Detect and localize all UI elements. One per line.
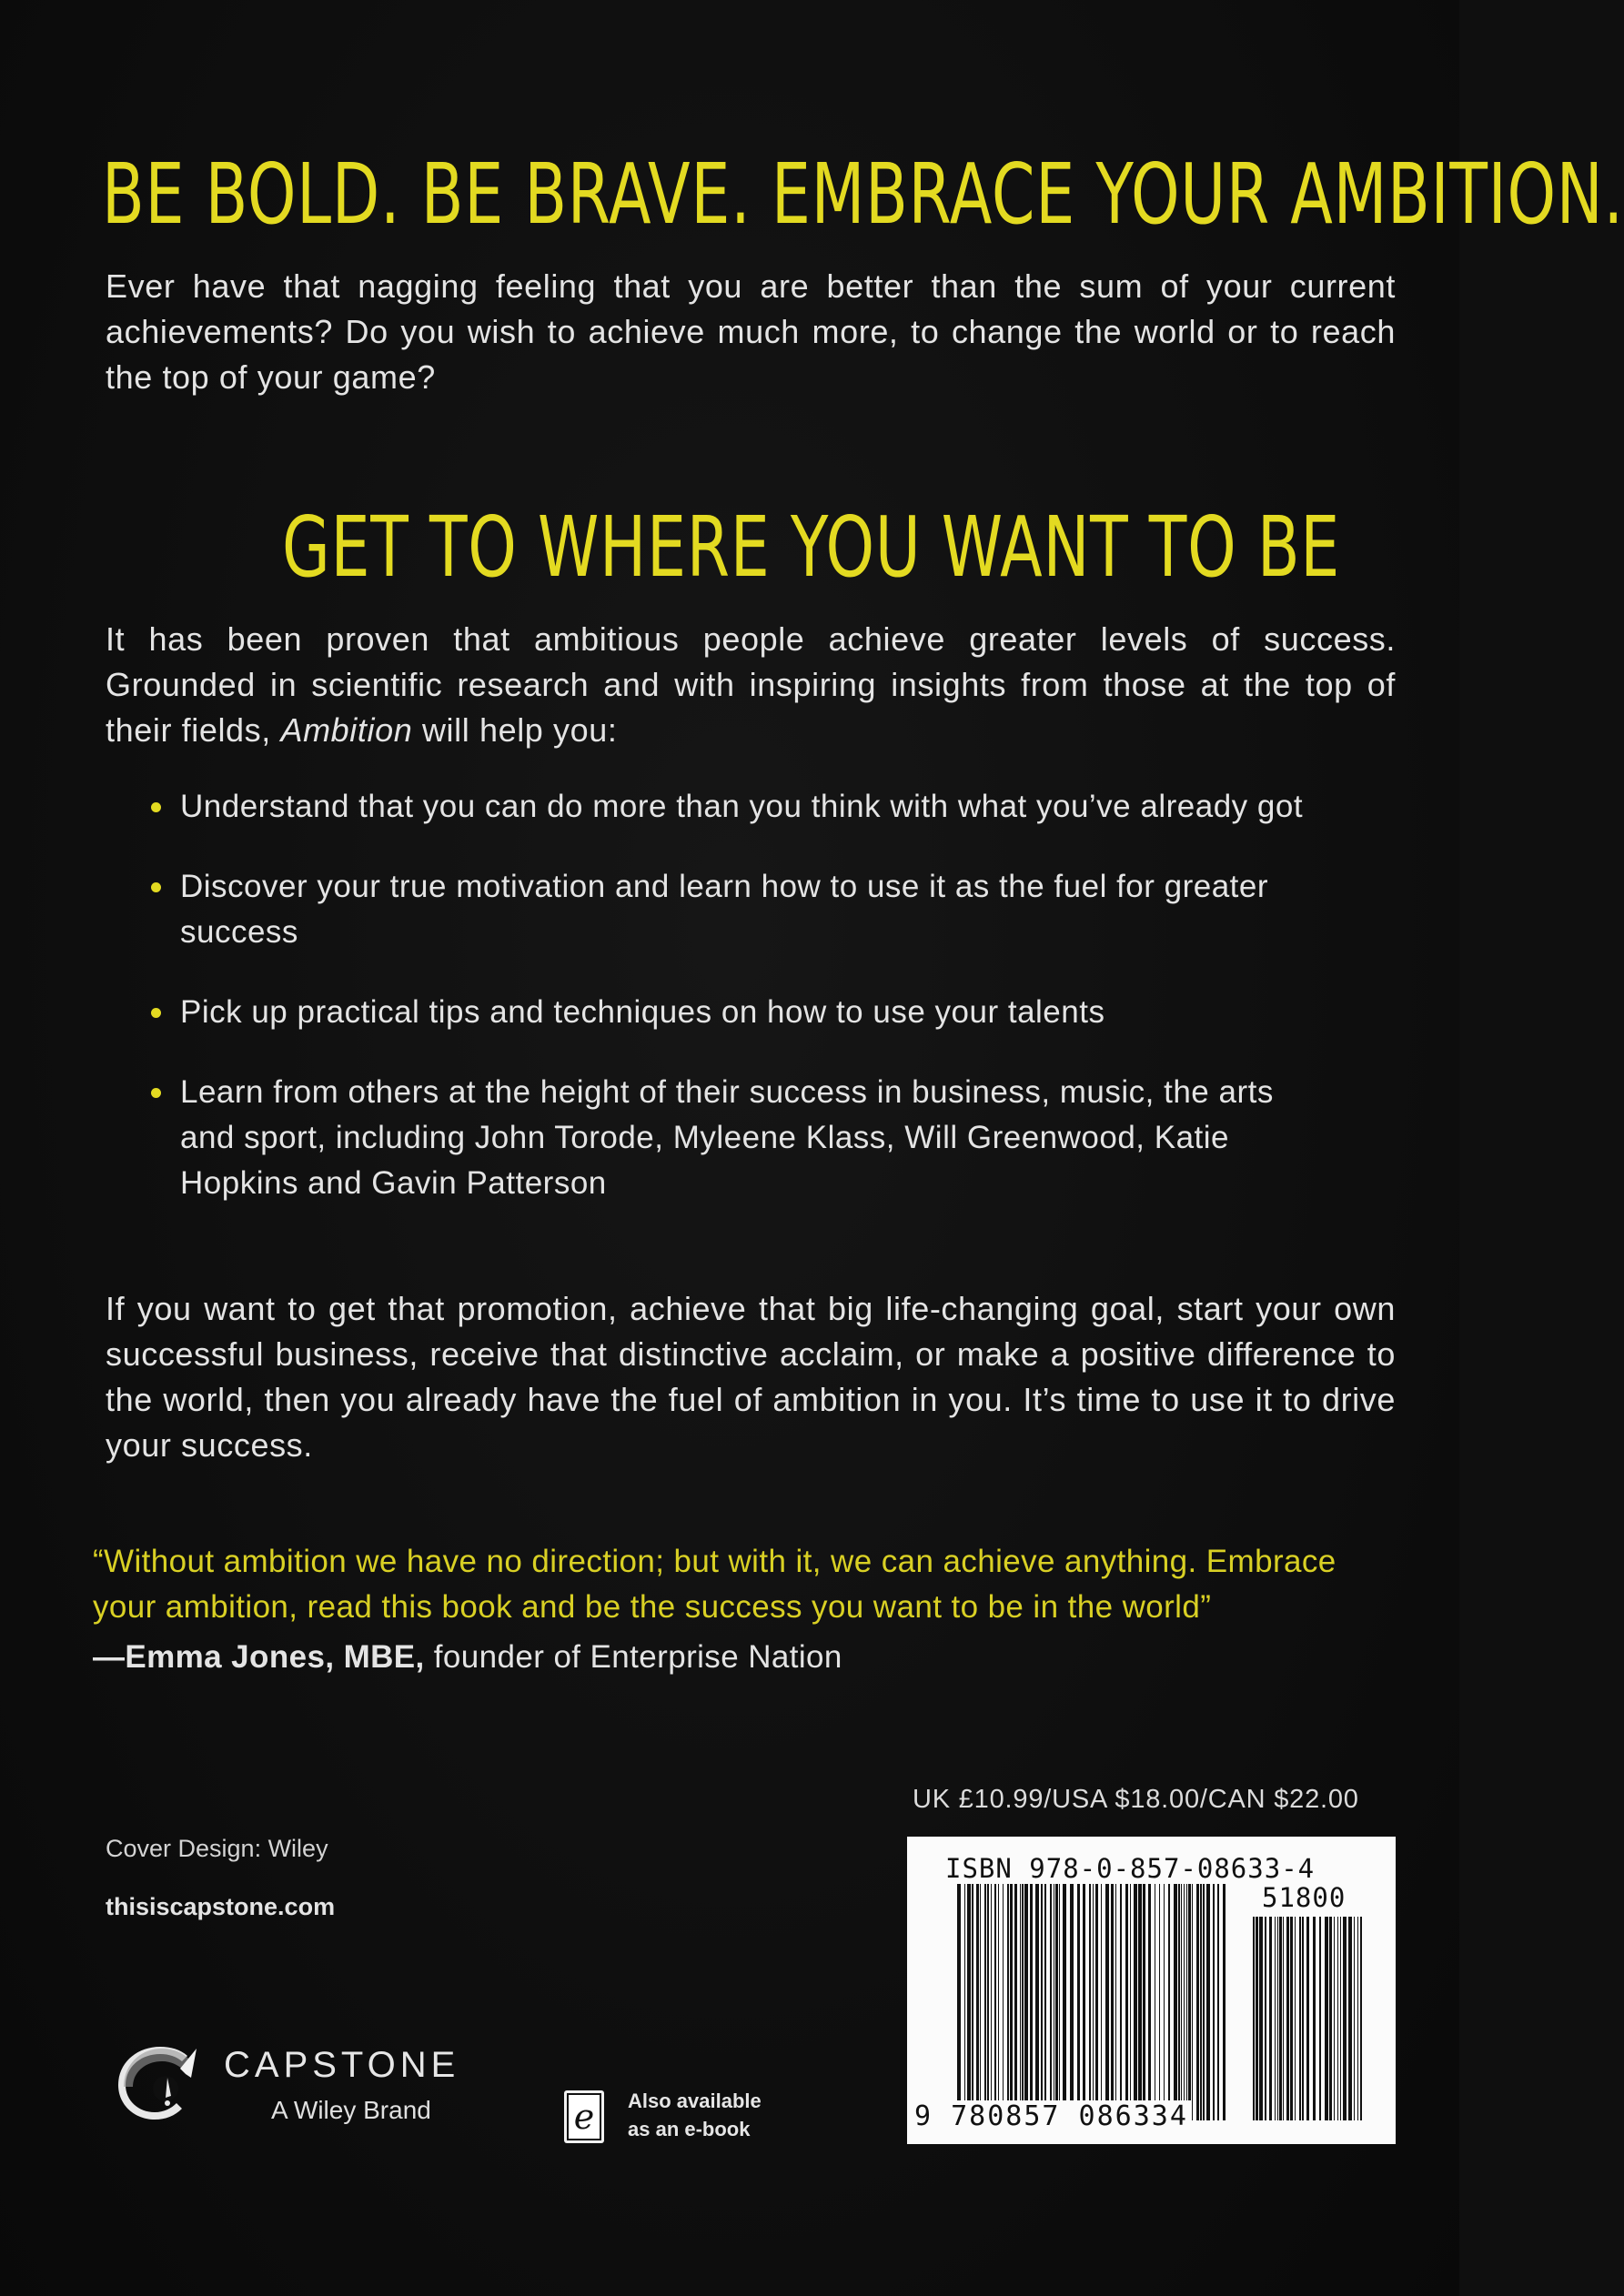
addon-barcode: [1253, 1917, 1362, 2120]
bullet-icon: [151, 1088, 161, 1098]
barcode-bar: [1275, 1917, 1276, 2120]
price-code: 51800: [1262, 1882, 1347, 1913]
barcode-bar: [1020, 1884, 1021, 2120]
barcode-bar: [1105, 1884, 1109, 2120]
headline: BE BOLD. BE BRAVE. EMBRACE YOUR AMBITION.: [102, 146, 1624, 243]
body1-text-after: will help you:: [412, 711, 618, 749]
barcode-bar: [1217, 1884, 1219, 2120]
barcode-bar: [1115, 1884, 1116, 2120]
barcode-bar: [1007, 1884, 1009, 2120]
bullet-icon: [151, 802, 161, 812]
barcode-bar: [1083, 1884, 1085, 2120]
barcode-bar: [1265, 1917, 1266, 2120]
quote-author: —Emma Jones, MBE,: [93, 1639, 425, 1675]
barcode-bar: [1313, 1917, 1316, 2120]
barcode-bar: [1269, 1917, 1272, 2120]
publisher-logo: [113, 2041, 459, 2132]
barcode-bar: [1279, 1917, 1282, 2120]
list-item: [153, 864, 1336, 955]
list-item: [153, 990, 1336, 1035]
barcode-bar: [1093, 1884, 1094, 2120]
barcode-bar: [1277, 1917, 1278, 2120]
barcode-bar: [1138, 1884, 1142, 2120]
publisher-name: CAPSTONE: [224, 2045, 460, 2085]
book-title: Ambition: [280, 711, 413, 749]
barcode-bar: [1306, 1917, 1309, 2120]
barcode-bar: [1174, 1884, 1177, 2120]
barcode-bar: [1120, 1884, 1122, 2120]
list-item: [153, 1070, 1336, 1206]
barcode-bar: [967, 1884, 971, 2120]
body1-text-before: It has been proven that ambitious people achieve greater levels of success. Grounded in scientific research and with inspiring insights from those at the top of their fields,: [106, 620, 1396, 749]
barcode-bar: [1325, 1917, 1328, 2120]
bullet-icon: [151, 882, 161, 892]
website-link[interactable]: thisiscapstone.com: [106, 1893, 336, 1920]
barcode-bar: [1206, 1884, 1210, 2120]
barcode-bar: [1283, 1917, 1284, 2120]
barcode-bar: [1302, 1917, 1304, 2120]
ebook-icon: [562, 2089, 608, 2145]
barcode-bar: [1089, 1884, 1091, 2120]
barcode-bar: [1022, 1884, 1024, 2120]
barcode-bar: [1295, 1917, 1296, 2120]
barcode-bar: [1055, 1884, 1058, 2120]
quote-author-role: founder of Enterprise Nation: [424, 1639, 842, 1675]
bullet-icon: [151, 1008, 161, 1018]
barcode-bar: [1070, 1884, 1074, 2120]
barcode-bar: [1329, 1917, 1332, 2120]
barcode-panel: [907, 1837, 1396, 2144]
capstone-logo-icon: [113, 2041, 200, 2125]
barcode-bar: [1035, 1884, 1039, 2120]
price-line: UK £10.99/USA $18.00/CAN $22.00: [913, 1785, 1359, 1814]
list-item-text: Discover your true motivation and learn how to use it as the fuel for greater success: [180, 869, 1269, 950]
svg-text:e: e: [573, 2097, 595, 2137]
barcode-bar: [1348, 1917, 1352, 2120]
barcode-bar: [1024, 1884, 1028, 2120]
barcode-bar: [1259, 1917, 1263, 2120]
intro-paragraph: Ever have that nagging feeling that you are better than the sum of your current achievements? Do you wish to achieve much more, to change the world or to reach the top of your game?: [106, 267, 1396, 396]
barcode-bar: [987, 1884, 989, 2120]
barcode-bar: [1223, 1884, 1226, 2120]
barcode-bar: [1360, 1917, 1362, 2120]
barcode-bar: [1334, 1917, 1335, 2120]
body-paragraph-1: [106, 617, 1396, 753]
barcode-bar: [1077, 1884, 1080, 2120]
barcode-bar: [1203, 1884, 1205, 2120]
barcode-bar: [994, 1884, 996, 2120]
barcode-bar: [1159, 1884, 1160, 2120]
barcode-bar: [957, 1884, 961, 2120]
barcode-bar: [1095, 1884, 1098, 2120]
cover-design-credit: Cover Design: Wiley: [106, 1835, 328, 1862]
ean-barcode: [957, 1884, 1226, 2120]
barcode-bar: [1041, 1884, 1043, 2120]
barcode-bar: [1186, 1884, 1187, 2120]
barcode-bar: [976, 1884, 979, 2120]
list-item: [153, 784, 1336, 830]
barcode-bar: [1125, 1884, 1128, 2120]
barcode-bar: [1063, 1884, 1066, 2120]
barcode-bar: [1200, 1884, 1202, 2120]
barcode-bar: [1044, 1884, 1046, 2120]
list-item-text: Learn from others at the height of their success in business, music, the arts and sport, including John Torode, Myleene Klass, Will Greenwood, Katie Hopkins and Gavin Patterson: [180, 1074, 1274, 1201]
barcode-bar: [1343, 1917, 1347, 2120]
barcode-bar: [1213, 1884, 1215, 2120]
barcode-bar: [1354, 1917, 1355, 2120]
barcode-bar: [984, 1884, 986, 2120]
ebook-availability: Also available as an e-book: [628, 2090, 762, 2140]
barcode-bar: [1134, 1884, 1137, 2120]
barcode-bar: [1188, 1884, 1191, 2120]
barcode-bar: [1130, 1884, 1131, 2120]
subheadline: GET TO WHERE YOU WANT TO BE: [282, 498, 1341, 596]
barcode-bar: [1196, 1884, 1199, 2120]
barcode-bar: [1050, 1884, 1052, 2120]
barcode-bar: [1181, 1884, 1182, 2120]
barcode-bar: [1256, 1917, 1258, 2120]
quote-attribution: [93, 1639, 842, 1676]
barcode-bar: [1148, 1884, 1151, 2120]
barcode-bar: [1059, 1884, 1060, 2120]
endorsement-quote: “Without ambition we have no direction; but with it, we can achieve anything. Embrace your ambition, read this book and be the success you want to be in the world”: [93, 1544, 1337, 1625]
barcode-bar: [1111, 1884, 1114, 2120]
ean-digits: 9 780857 086334: [914, 2100, 1192, 2132]
barcode-bar: [1143, 1884, 1145, 2120]
barcode-bar: [1299, 1917, 1301, 2120]
benefits-list: [153, 784, 1336, 1241]
barcode-bar: [1010, 1884, 1013, 2120]
barcode-bar: [972, 1884, 973, 2120]
list-item-text: Pick up practical tips and techniques on how to use your talents: [180, 994, 1105, 1030]
barcode-bar: [1192, 1884, 1193, 2120]
barcode-bar: [1101, 1884, 1102, 2120]
barcode-bar: [998, 1884, 999, 2120]
barcode-bar: [1168, 1884, 1170, 2120]
barcode-bar: [1164, 1884, 1165, 2120]
list-item-text: Understand that you can do more than you think with what you’ve already got: [180, 789, 1304, 824]
barcode-bar: [1184, 1884, 1185, 2120]
publisher-brand: A Wiley Brand: [271, 2096, 431, 2124]
barcode-bar: [1337, 1917, 1338, 2120]
body-paragraph-2: If you want to get that promotion, achieve that big life-changing goal, start your own successful business, receive that distinctive acclaim, or make a positive difference to the world, then you already have the fuel of ambition in you. It’s time to use it to drive your success.: [106, 1290, 1396, 1464]
barcode-bar: [1253, 1917, 1255, 2120]
barcode-bar: [1030, 1884, 1033, 2120]
barcode-bar: [1178, 1884, 1180, 2120]
barcode-bar: [1286, 1917, 1289, 2120]
isbn-number: ISBN 978-0-857-08633-4: [945, 1853, 1316, 1884]
barcode-bar: [1357, 1917, 1358, 2120]
barcode-bar: [980, 1884, 981, 2120]
barcode-bar: [1290, 1917, 1293, 2120]
barcode-bar: [991, 1884, 992, 2120]
barcode-bar: [1003, 1884, 1004, 2120]
barcode-bar: [1014, 1884, 1017, 2120]
barcode-bar: [964, 1884, 965, 2120]
barcode-bar: [1340, 1917, 1341, 2120]
barcode-bar: [1319, 1917, 1321, 2120]
